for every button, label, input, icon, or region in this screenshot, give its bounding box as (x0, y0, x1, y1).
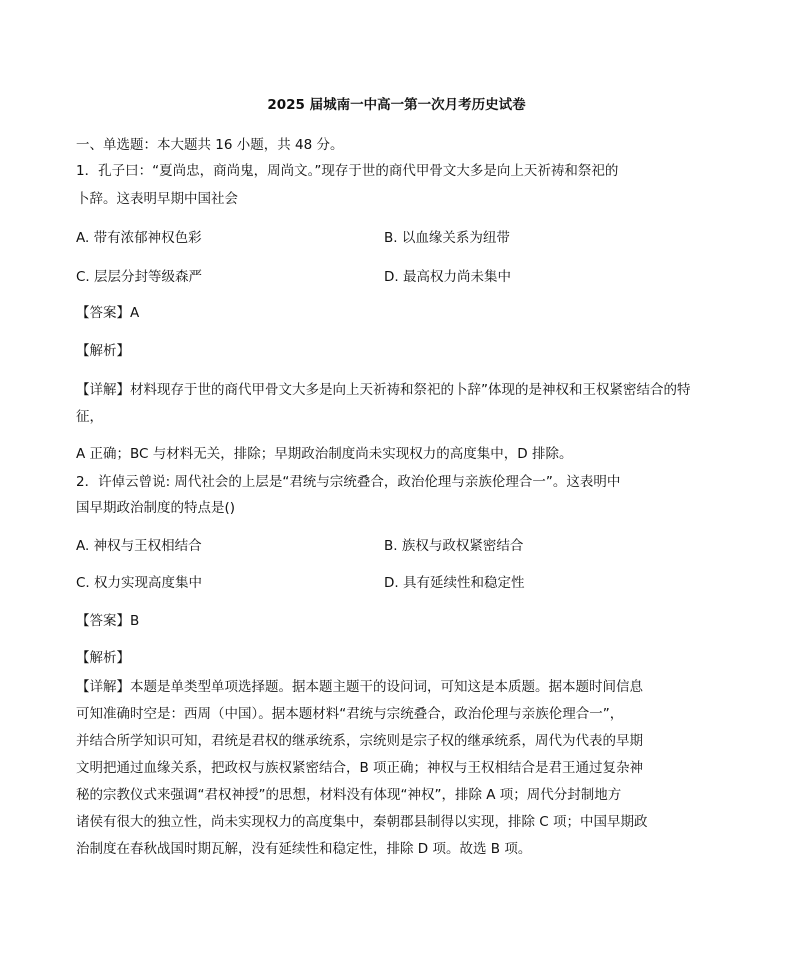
q2-detail-line-6: 诸侯有很大的独立性，尚未实现权力的高度集中，秦朝郡县制得以实现，排除 C 项；中国早期政 (76, 814, 648, 830)
q2-stem-line-2: 国早期政治制度的特点是() (76, 500, 236, 516)
q1-stem-line-2: 卜辞。这表明早期中国社会 (76, 191, 238, 207)
document-title: 2025 届城南一中高一第一次月考历史试卷 (267, 97, 526, 113)
q2-analysis-heading: 【解析】 (76, 650, 130, 666)
q2-option-b: B. 族权与政权紧密结合 (384, 538, 524, 554)
q1-detail-line-1: 【详解】材料现存于世的商代甲骨文大多是向上天祈祷和祭祀的卜辞”体现的是神权和王权紧密结合的特 (76, 382, 691, 398)
q1-option-b: B. 以血缘关系为纽带 (384, 230, 510, 246)
q2-detail-line-7: 治制度在春秋战国时期瓦解，没有延续性和稳定性，排除 D 项。故选 B 项。 (76, 841, 532, 857)
q2-detail-line-5: 秘的宗教仪式来强调“君权神授”的思想，材料没有体现“神权”，排除 A 项；周代分封制地方 (76, 787, 622, 803)
q2-stem-line-1: 2．许倬云曾说: 周代社会的上层是“君统与宗统叠合，政治伦理与亲族伦理合一”。这表明中 (76, 474, 621, 490)
q1-option-a: A. 带有浓郁神权色彩 (76, 230, 202, 246)
q1-option-c: C. 层层分封等级森严 (76, 269, 203, 285)
q2-answer: 【答案】B (76, 613, 140, 629)
q1-option-d: D. 最高权力尚未集中 (384, 269, 511, 285)
q2-option-a: A. 神权与王权相结合 (76, 538, 202, 554)
q2-detail-line-1: 【详解】本题是单类型单项选择题。据本题主题干的设问词，可知这是本质题。据本题时间信息 (76, 679, 643, 695)
q2-option-c: C. 权力实现高度集中 (76, 575, 203, 591)
q1-answer: 【答案】A (76, 305, 140, 321)
q1-detail-line-3: A 正确；BC 与材料无关，排除；早期政治制度尚未实现权力的高度集中，D 排除。 (76, 446, 573, 462)
q2-detail-line-4: 文明把通过血缘关系，把政权与族权紧密结合，B 项正确；神权与王权相结合是君王通过复杂神 (76, 760, 644, 776)
q1-analysis-heading: 【解析】 (76, 343, 130, 359)
q2-detail-line-2: 可知准确时空是：西周（中国）。据本题材料“君统与宗统叠合，政治伦理与亲族伦理合一”， (76, 706, 624, 722)
q1-detail-line-2: 征， (76, 409, 103, 425)
q2-detail-line-3: 并结合所学知识可知，君统是君权的继承统系，宗统则是宗子权的继承统系，周代为代表的早期 (76, 733, 643, 749)
section-heading: 一、单选题：本大题共 16 小题，共 48 分。 (76, 137, 344, 153)
q1-stem-line-1: 1．孔子曰：“夏尚忠，商尚鬼，周尚文。”现存于世的商代甲骨文大多是向上天祈祷和祭祀的 (76, 163, 619, 179)
q2-option-d: D. 具有延续性和稳定性 (384, 575, 525, 591)
